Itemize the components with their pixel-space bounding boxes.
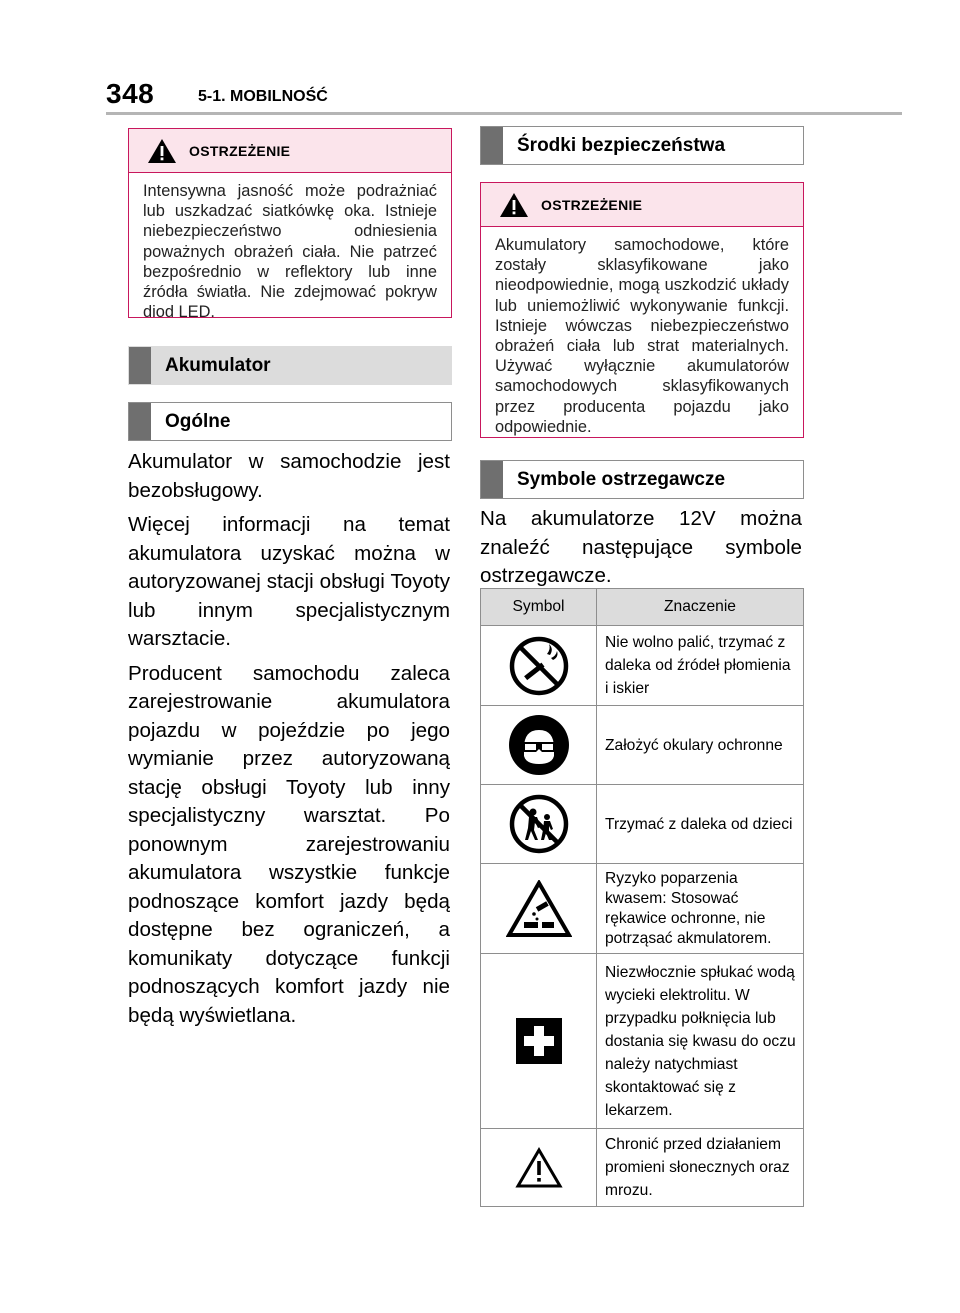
intro-paragraph: Na akumulatorze 12V można znaleźć następujące symbole ostrzegawcze. <box>480 507 802 587</box>
page-number: 348 <box>106 78 155 109</box>
meaning-cell: Nie wolno palić, trzymać z daleka od źródeł płomienia i iskier <box>597 626 804 706</box>
table-row <box>481 706 804 785</box>
symbols-intro <box>480 505 802 597</box>
meaning-cell: Założyć okulary ochronne <box>597 706 804 785</box>
warning-text: Intensywna jasność może podrażniać lub uszkadzać siatkówkę oka. Istnieje niebezpieczeństwo odniesienia poważnych obrażeń ciała. Nie patrzeć bezpośrednio w reflektory lub inne źródła światła. Nie zdejmować pokryw diod LED. <box>143 182 437 322</box>
warning-header <box>129 129 451 173</box>
table-row <box>481 954 804 1129</box>
warning-triangle-icon <box>499 192 529 218</box>
heading-ogolne-label: Ogólne <box>165 410 231 432</box>
table-row <box>481 864 804 954</box>
paragraph-3: Producent samochodu zaleca zarejestrowanie akumulatora pojazdu w pojeździe po jego wymianie przez autoryzowaną stację obsługi Toyoty lub inny specjalistyczny warsztat. Po ponownym zarejestrowaniu akumulatora wszystkie funkcje podnoszące komfort jazdy będą dostępne bez ograniczeń, a komunikaty dotyczące funkcji podnoszących komfort jazdy nie będą wyświetlana. <box>128 661 450 1027</box>
warning-box-led <box>128 128 452 322</box>
table-row <box>481 1129 804 1207</box>
meaning-cell: Niezwłocznie spłukać wodą wycieki elektrolitu. W przypadku połknięcia lub dostania się kwasu do oczu należy natychmiast skontaktować się z lekarzem. <box>597 954 804 1129</box>
column-header-symbol: Symbol <box>481 589 597 626</box>
battery-text <box>128 448 450 1036</box>
safety-goggles-icon <box>508 714 570 776</box>
warning-label: OSTRZEŻENIE <box>189 142 291 159</box>
heading-symbole <box>480 460 804 499</box>
keep-children-away-icon <box>509 794 569 854</box>
symbols-table <box>480 588 804 1207</box>
caution-triangle-icon <box>515 1147 563 1189</box>
warning-box-battery <box>480 182 804 438</box>
heading-ogolne <box>128 402 452 441</box>
header-divider <box>106 112 902 115</box>
section-title: 5-1. MOBILNOŚĆ <box>198 88 328 105</box>
first-aid-cross-icon <box>516 1018 562 1064</box>
heading-akumulator-label: Akumulator <box>165 354 271 376</box>
warning-text: Akumulatory samochodowe, które zostały sklasyfikowane jako nieodpowiednie, mogą uszkodzić układy lub uniemożliwić wykonywanie funkcji. Istnieje wówczas niebezpieczeństwo obrażeń ciała lub strat materialnych. Używać wyłącznie akumulatorów samochodowych sklasyfikowanych przez producenta pojazdu jako odpowiednie. <box>495 236 789 436</box>
meaning-cell: Chronić przed działaniem promieni słonecznych oraz mrozu. <box>597 1129 804 1207</box>
paragraph-1: Akumulator w samochodzie jest bezobsługowy. <box>128 450 450 502</box>
heading-symbole-label: Symbole ostrzegawcze <box>517 468 726 490</box>
heading-srodki-label: Środki bezpieczeństwa <box>517 134 726 156</box>
warning-label: OSTRZEŻENIE <box>541 196 643 213</box>
column-header-meaning: Znaczenie <box>597 589 804 626</box>
acid-burn-warning-icon <box>506 880 572 938</box>
meaning-cell: Ryzyko poparzenia kwasem: Stosować rękawice ochronne, nie potrząsać akmulatorem. <box>597 864 804 954</box>
no-smoking-icon <box>509 636 569 696</box>
table-header-row <box>481 589 804 626</box>
table-row <box>481 626 804 706</box>
table-row <box>481 785 804 864</box>
warning-triangle-icon <box>147 138 177 164</box>
meaning-cell: Trzymać z daleka od dzieci <box>597 785 804 864</box>
warning-header <box>481 183 803 227</box>
heading-srodki <box>480 126 804 165</box>
paragraph-2: Więcej informacji na temat akumulatora uzyskać można w autoryzowanej stacji obsługi Toyoty lub innym specjalistycznym warsztacie. <box>128 513 450 650</box>
heading-akumulator <box>128 346 452 385</box>
